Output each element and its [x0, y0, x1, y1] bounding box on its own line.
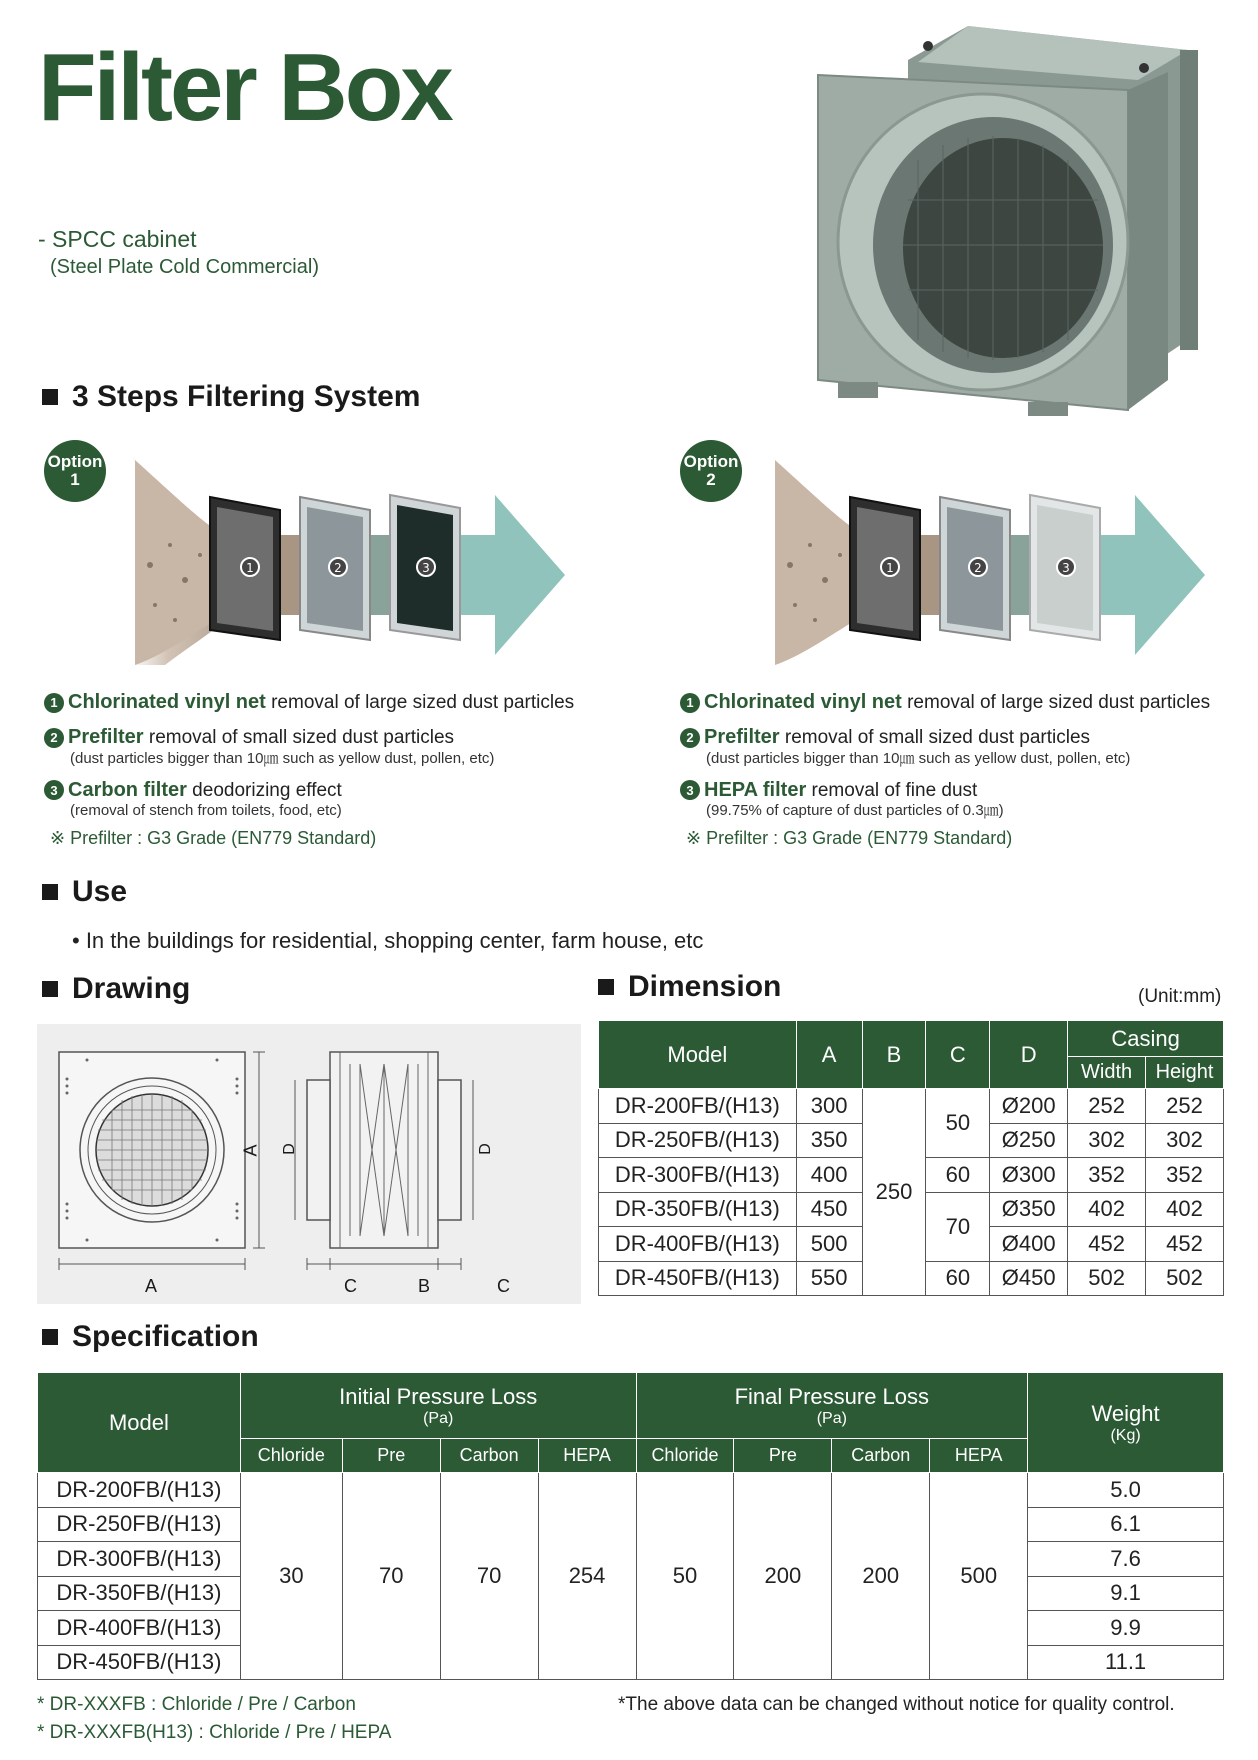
dimension-label-d-right: D: [476, 1143, 494, 1155]
header-c: C: [926, 1021, 990, 1089]
cell-model: DR-200FB/(H13): [38, 1473, 241, 1508]
filter-detail: (removal of stench from toilets, food, etc): [70, 802, 342, 820]
option-1-filter-1: [44, 690, 634, 715]
header-d: D: [990, 1021, 1068, 1089]
header-weight: [1028, 1373, 1224, 1473]
cell-c: 70: [926, 1192, 990, 1261]
header-a: A: [796, 1021, 862, 1089]
cell-weight: 5.0: [1028, 1473, 1224, 1508]
technical-drawing-panel: [37, 1024, 581, 1304]
cell-width: 402: [1068, 1192, 1146, 1227]
header-initial-pre: Pre: [342, 1439, 440, 1473]
option-1-filter-2: [44, 725, 634, 768]
cell-height: 402: [1146, 1192, 1224, 1227]
cell-weight: 9.9: [1028, 1611, 1224, 1646]
table-row: [599, 1089, 1224, 1124]
filter-name: HEPA filter: [704, 778, 807, 801]
cabinet-material-note: (Steel Plate Cold Commercial): [50, 256, 319, 278]
svg-text:2: 2: [334, 561, 342, 575]
header-initial-chloride: Chloride: [240, 1439, 342, 1473]
cell-b: 250: [862, 1089, 926, 1296]
option-2-filter-2: [680, 725, 1240, 768]
footnote-h13-models: * DR-XXXFB(H13) : Chloride / Pre / HEPA: [37, 1722, 392, 1743]
filter-name: Prefilter: [68, 725, 144, 748]
bullet-square-icon: [598, 979, 614, 995]
dimension-label-b: B: [418, 1276, 431, 1296]
filter-purpose: removal of large sized dust particles: [265, 692, 575, 713]
svg-text:1: 1: [886, 561, 894, 575]
header-b: B: [862, 1021, 926, 1089]
bullet-square-icon: [42, 981, 58, 997]
number-circle-icon: 3: [44, 780, 64, 800]
option-1-filter-diagram: [125, 455, 575, 665]
filter-detail: (99.75% of capture of dust particles of 0.3㎛): [706, 802, 1004, 820]
cell-a: 400: [796, 1158, 862, 1193]
dimension-table: [598, 1020, 1224, 1296]
header-final-carbon: Carbon: [832, 1439, 930, 1473]
section-specification-label: Specification: [72, 1320, 259, 1353]
cell-a: 500: [796, 1227, 862, 1262]
dimension-label-c-right: C: [497, 1276, 510, 1296]
cell-model: DR-350FB/(H13): [38, 1576, 241, 1611]
header-final-pressure-loss: [636, 1373, 1028, 1439]
cell-d: Ø450: [990, 1261, 1068, 1296]
header-initial-label: Initial Pressure Loss: [339, 1383, 538, 1409]
cell-a: 450: [796, 1192, 862, 1227]
header-height: Height: [1146, 1057, 1224, 1089]
cell-width: 252: [1068, 1089, 1146, 1124]
svg-text:3: 3: [422, 561, 430, 575]
section-steps-heading: [42, 380, 420, 414]
cell-final-pre: 200: [734, 1473, 832, 1680]
cell-d: Ø200: [990, 1089, 1068, 1124]
option-2-filter-1: [680, 690, 1240, 715]
section-use-label: Use: [72, 875, 128, 908]
option-2-badge-number: 2: [706, 470, 716, 489]
dimension-label-a-vertical: A: [240, 1144, 261, 1157]
section-dimension-heading: [598, 970, 781, 1004]
filter-purpose: removal of small sized dust particles: [779, 726, 1091, 748]
bullet-square-icon: [42, 1329, 58, 1345]
cell-model: DR-350FB/(H13): [599, 1192, 797, 1227]
cell-d: Ø250: [990, 1123, 1068, 1158]
cell-final-hepa: 500: [930, 1473, 1028, 1680]
filter-name: Prefilter: [704, 725, 780, 748]
section-drawing-heading: [42, 972, 190, 1006]
svg-text:3: 3: [1062, 561, 1070, 575]
option-2-prefilter-note: ※ Prefilter : G3 Grade (EN779 Standard): [686, 828, 1013, 849]
option-2-badge: [680, 440, 742, 502]
cell-a: 350: [796, 1123, 862, 1158]
cell-model: DR-300FB/(H13): [599, 1158, 797, 1193]
cell-height: 302: [1146, 1123, 1224, 1158]
cell-height: 452: [1146, 1227, 1224, 1262]
header-model: Model: [599, 1021, 797, 1089]
option-2-descriptions: [680, 690, 1240, 849]
cell-model: DR-250FB/(H13): [599, 1123, 797, 1158]
footnote-notice: *The above data can be changed without notice for quality control.: [618, 1694, 1175, 1715]
cell-initial-carbon: 70: [440, 1473, 538, 1680]
cell-width: 302: [1068, 1123, 1146, 1158]
section-use-heading: [42, 875, 127, 909]
cell-initial-pre: 70: [342, 1473, 440, 1680]
header-final-hepa: HEPA: [930, 1439, 1028, 1473]
dimension-label-c-left: C: [344, 1276, 357, 1296]
cell-c: 60: [926, 1261, 990, 1296]
number-circle-icon: 1: [680, 693, 700, 713]
cell-initial-hepa: 254: [538, 1473, 636, 1680]
cell-width: 352: [1068, 1158, 1146, 1193]
cell-c: 60: [926, 1158, 990, 1193]
cell-height: 252: [1146, 1089, 1224, 1124]
bullet-square-icon: [42, 884, 58, 900]
number-circle-icon: 1: [44, 693, 64, 713]
section-drawing-label: Drawing: [72, 972, 191, 1005]
cell-d: Ø300: [990, 1158, 1068, 1193]
cell-a: 550: [796, 1261, 862, 1296]
header-model: Model: [38, 1373, 241, 1473]
use-description: • In the buildings for residential, shopping center, farm house, etc: [72, 928, 704, 953]
header-width: Width: [1068, 1057, 1146, 1089]
option-1-badge: [44, 440, 106, 502]
option-1-badge-label: Option: [47, 452, 103, 472]
cabinet-material: - SPCC cabinet: [38, 226, 197, 252]
dimension-label-a-horizontal: A: [145, 1276, 158, 1296]
cell-d: Ø350: [990, 1192, 1068, 1227]
cell-model: DR-300FB/(H13): [38, 1542, 241, 1577]
cell-model: DR-200FB/(H13): [599, 1089, 797, 1124]
option-1-badge-number: 1: [70, 470, 80, 489]
unit-label: (Unit:mm): [1138, 986, 1222, 1007]
cell-initial-chloride: 30: [240, 1473, 342, 1680]
cell-width: 502: [1068, 1261, 1146, 1296]
header-final-pre: Pre: [734, 1439, 832, 1473]
bullet-square-icon: [42, 389, 58, 405]
filter-box-product-image: [808, 20, 1208, 430]
header-weight-label: Weight: [1091, 1400, 1160, 1426]
cell-final-chloride: 50: [636, 1473, 734, 1680]
header-final-label: Final Pressure Loss: [734, 1383, 930, 1409]
svg-text:1: 1: [246, 561, 254, 575]
cell-width: 452: [1068, 1227, 1146, 1262]
cell-weight: 6.1: [1028, 1507, 1224, 1542]
table-row: [38, 1473, 1224, 1508]
option-2-filter-3: [680, 778, 1240, 821]
cell-height: 502: [1146, 1261, 1224, 1296]
filter-detail: (dust particles bigger than 10㎛ such as yellow dust, pollen, etc): [706, 749, 1131, 767]
specification-table: [37, 1372, 1224, 1680]
number-circle-icon: 3: [680, 780, 700, 800]
filter-detail: (dust particles bigger than 10㎛ such as yellow dust, pollen, etc): [70, 749, 495, 767]
svg-text:2: 2: [974, 561, 982, 575]
filter-name: Chlorinated vinyl net: [704, 691, 902, 713]
option-1-filter-3: [44, 778, 634, 821]
header-final-unit: (Pa): [816, 1409, 847, 1427]
cell-height: 352: [1146, 1158, 1224, 1193]
section-dimension-label: Dimension: [628, 970, 782, 1003]
cell-final-carbon: 200: [832, 1473, 930, 1680]
filter-name: Carbon filter: [68, 778, 187, 801]
header-initial-carbon: Carbon: [440, 1439, 538, 1473]
cell-model: DR-450FB/(H13): [38, 1645, 241, 1680]
header-final-chloride: Chloride: [636, 1439, 734, 1473]
cell-c: 50: [926, 1089, 990, 1158]
cell-model: DR-400FB/(H13): [38, 1611, 241, 1646]
option-1-prefilter-note: ※ Prefilter : G3 Grade (EN779 Standard): [50, 828, 377, 849]
cell-a: 300: [796, 1089, 862, 1124]
cell-weight: 9.1: [1028, 1576, 1224, 1611]
dimension-label-d-left: D: [280, 1143, 298, 1155]
filter-name: Chlorinated vinyl net: [68, 691, 266, 713]
number-circle-icon: 2: [680, 728, 700, 748]
cell-weight: 7.6: [1028, 1542, 1224, 1577]
header-casing: Casing: [1068, 1021, 1224, 1057]
filter-purpose: removal of small sized dust particles: [143, 726, 455, 748]
filter-purpose: removal of large sized dust particles: [901, 692, 1211, 713]
cell-model: DR-250FB/(H13): [38, 1507, 241, 1542]
section-specification-heading: [42, 1320, 259, 1354]
section-steps-label: 3 Steps Filtering System: [72, 380, 421, 413]
header-weight-unit: (Kg): [1110, 1426, 1141, 1444]
header-initial-pressure-loss: [240, 1373, 636, 1439]
option-1-descriptions: [44, 690, 634, 849]
footnote-fb-models: * DR-XXXFB : Chloride / Pre / Carbon: [37, 1694, 356, 1715]
option-2-filter-diagram: [765, 455, 1215, 665]
cell-weight: 11.1: [1028, 1645, 1224, 1680]
filter-purpose: deodorizing effect: [186, 779, 342, 801]
cell-model: DR-450FB/(H13): [599, 1261, 797, 1296]
technical-drawing: [37, 1024, 581, 1304]
filter-purpose: removal of fine dust: [806, 779, 978, 801]
cell-d: Ø400: [990, 1227, 1068, 1262]
header-initial-unit: (Pa): [423, 1409, 454, 1427]
number-circle-icon: 2: [44, 728, 64, 748]
page-title: Filter Box: [38, 34, 451, 141]
cell-model: DR-400FB/(H13): [599, 1227, 797, 1262]
header-initial-hepa: HEPA: [538, 1439, 636, 1473]
option-2-badge-label: Option: [683, 452, 739, 472]
